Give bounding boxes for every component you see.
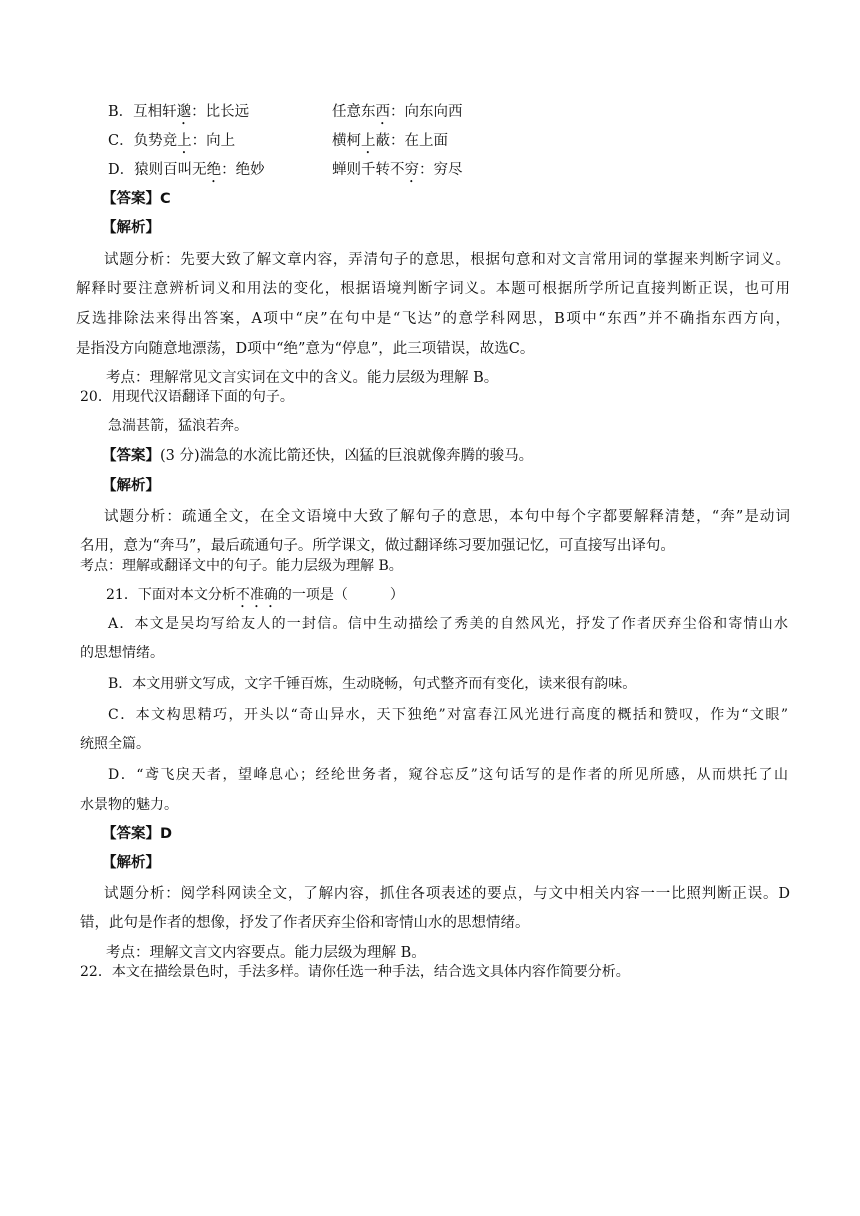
q19-analysis-line-2: 解释时要注意辨析词义和用法的变化，根据语境判断字词义。本题可根据所学所记直接判断正误，也可用 (76, 281, 790, 297)
q21-analysis-line-2: 错，此句是作者的想像，抒发了作者厌弃尘俗和寄情山水的思想情绪。 (80, 915, 530, 931)
q20-question: 20．用现代汉语翻译下面的句子。 (80, 389, 294, 405)
q21-analysis-label: 【解析】 (102, 855, 160, 871)
q22-question: 22．本文在描绘景色时，手法多样。请你任选一种手法，结合选文具体内容作简要分析。 (80, 964, 630, 980)
q21-analysis-line-1: 试题分析：阅学科网读全文，了解内容，抓住各项表述的要点，与文中相关内容一一比照判断正误。D (104, 886, 790, 902)
q19-answer: 【答案】C (102, 191, 171, 207)
q20-answer: 【答案】(3 分)湍急的水流比箭还快，凶猛的巨浪就像奔腾的骏马。 (102, 448, 534, 464)
q19-point: 考点：理解常见文言实词在文中的含义。能力层级为理解 B。 (106, 370, 499, 386)
q20-point: 考点：理解或翻译文中的句子。能力层级为理解 B。 (80, 558, 403, 574)
q19-analysis-line-4: 是指没方向随意地漂荡，D项中“绝”意为“停息”，此三项错误，故选C。 (76, 341, 535, 357)
q21-option-c-line-1: C．本文构思精巧，开头以“奇山异水，天下独绝”对富春江风光进行高度的概括和赞叹，作为“文眼” (108, 707, 788, 723)
q21-option-d-line-1: D．“鸢飞戾天者，望峰息心；经纶世务者，窥谷忘反”这句话写的是作者的所见所感，从而烘托了山 (108, 767, 788, 783)
q21-question: 21．下面对本文分析不准确的一项是（ ） (106, 587, 404, 603)
q21-option-b: B．本文用骈文写成，文字千锤百炼，生动晓畅，句式整齐而有变化，读来很有韵味。 (108, 676, 637, 692)
q21-option-c-line-2: 统照全篇。 (80, 736, 150, 752)
q19-option-b-left: B．互相轩邈：比长远 (108, 104, 250, 120)
q19-option-c-left: C．负势竞上：向上 (108, 133, 236, 149)
q20-analysis-line-1: 试题分析：疏通全文，在全文语境中大致了解句子的意思，本句中每个字都要解释清楚，“奔”是动词 (104, 509, 790, 525)
q19-option-d-right: 蝉则千转不穷：穷尽 (332, 162, 463, 178)
q19-option-d-left: D．猿则百叫无绝：绝妙 (108, 162, 265, 178)
q21-answer: 【答案】D (102, 826, 173, 842)
q20-sentence: 急湍甚箭，猛浪若奔。 (108, 418, 248, 434)
q20-analysis-label: 【解析】 (102, 478, 160, 494)
q19-analysis-line-1: 试题分析：先要大致了解文章内容，弄清句子的意思，根据句意和对文言常用词的掌握来判断字词义。 (104, 252, 790, 268)
q19-option-b-right: 任意东西：向东向西 (332, 104, 463, 120)
q21-option-d-line-2: 水景物的魅力。 (80, 797, 178, 813)
q19-analysis-label: 【解析】 (102, 220, 160, 236)
q21-option-a-line-1: A．本文是吴均写给友人的一封信。信中生动描绘了秀美的自然风光，抒发了作者厌弃尘俗和寄情山水 (108, 616, 788, 632)
q19-option-c-right: 横柯上蔽：在上面 (332, 133, 448, 149)
q21-point: 考点：理解文言文内容要点。能力层级为理解 B。 (106, 945, 426, 961)
q21-option-a-line-2: 的思想情绪。 (80, 645, 164, 661)
q20-analysis-line-2: 名用，意为“奔马”，最后疏通句子。所学课文，做过翻译练习要加强记忆，可直接写出译句。 (80, 538, 675, 554)
q19-analysis-line-3: 反选排除法来得出答案，A项中“戾”在句中是“飞达”的意学科网思，B项中“东西”并不确指东西方向， (76, 311, 790, 327)
